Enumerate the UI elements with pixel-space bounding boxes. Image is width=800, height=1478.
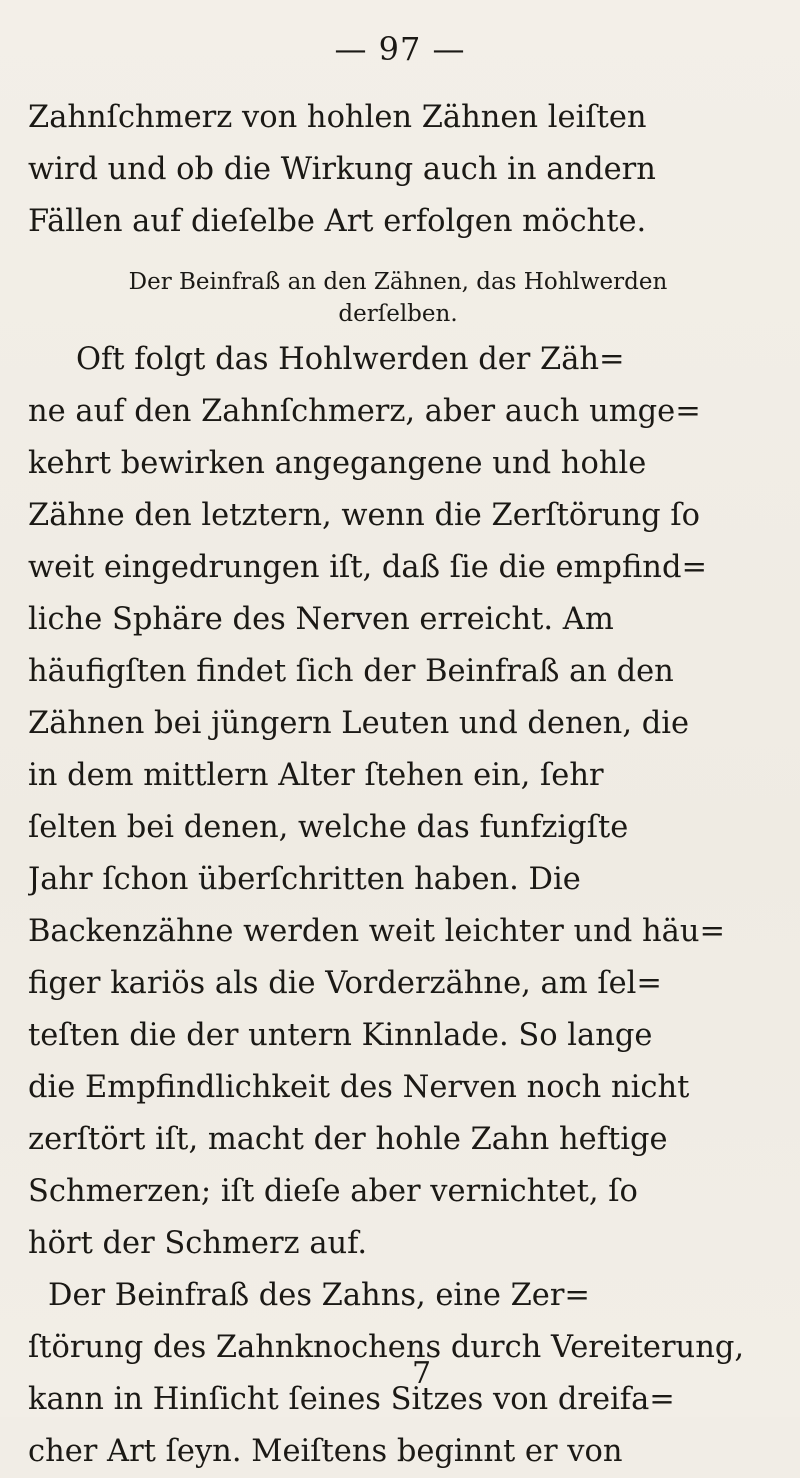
text-line: in dem mittlern Alter ſtehen ein, ſehr [28,758,604,793]
text-line: teſten die der untern Kinnlade. So lange [28,1018,653,1053]
text-line: kann in Hinſicht ſeines Sitzes von dreifa= [28,1382,675,1417]
text-line: hört der Schmerz auf. [28,1226,368,1261]
page-text [28,92,768,1478]
text-line: zerſtört iſt, macht der hohle Zahn heftige [28,1122,668,1157]
text-line: Jahr ſchon überſchritten haben. Die [28,862,581,897]
section-heading: Der Beinfraß an den Zähnen, das Hohlwerden [128,269,668,295]
text-line: häufigſten findet ſich der Beinfraß an den [28,654,674,689]
text-line: ſelten bei denen, welche das funfzigſte [28,810,629,845]
text-line: Der Beinfraß des Zahns, eine Zer= [48,1278,590,1313]
signature-mark: 7 [412,1356,432,1391]
section-heading-continuation: derſelben. [338,301,458,327]
text-line: ſtörung des Zahnknochens durch Vereiterung, [28,1330,745,1365]
text-line: Zahnſchmerz von hohlen Zähnen leiſten [28,100,647,135]
text-line: weit eingedrungen iſt, daß ſie die empfind= [28,550,708,585]
text-line: Oft folgt das Hohlwerden der Zäh= [76,342,625,377]
text-line: wird und ob die Wirkung auch in andern [28,152,656,187]
text-line: Zähnen bei jüngern Leuten und denen, die [28,706,690,741]
text-line: kehrt bewirken angegangene und hohle [28,446,647,481]
text-line: Fällen auf dieſelbe Art erfolgen möchte. [28,204,647,239]
text-line: cher Art ſeyn. Meiſtens beginnt er von [28,1434,623,1469]
page-number: — 97 — [334,30,466,68]
text-line: figer kariös als die Vorderzähne, am ſel= [28,966,662,1001]
text-line: ne auf den Zahnſchmerz, aber auch umge= [28,394,701,429]
text-line: Backenzähne werden weit leichter und häu= [28,914,726,949]
text-line: Zähne den letztern, wenn die Zerſtörung ſo [28,498,700,533]
text-line: die Empfindlichkeit des Nerven noch nicht [28,1070,690,1105]
text-line: liche Sphäre des Nerven erreicht. Am [28,602,614,637]
text-line: Schmerzen; iſt dieſe aber vernichtet, ſo [28,1174,638,1209]
